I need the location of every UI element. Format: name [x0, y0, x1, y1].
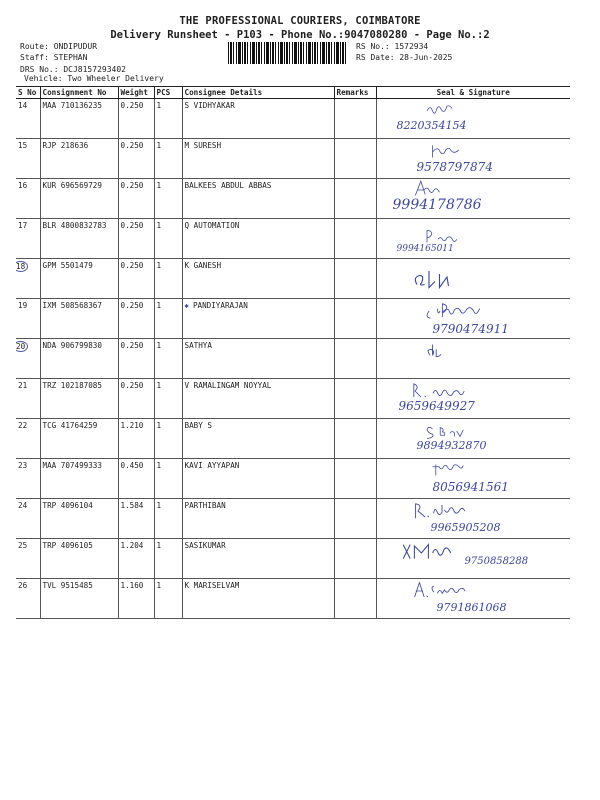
row-sno: 15: [16, 139, 40, 179]
row-consignee: [182, 299, 334, 339]
consignee-name: PANDIYARAJAN: [192, 301, 248, 310]
row-signature-cell: [376, 379, 570, 419]
row-pcs: 1: [154, 579, 182, 619]
row-pcs: 1: [154, 299, 182, 339]
col-seal-signature: Seal & Signature: [376, 87, 570, 99]
row-sno: 25: [16, 539, 40, 579]
company-title: THE PROFESSIONAL COURIERS, COIMBATORE: [179, 15, 421, 27]
runsheet-subtitle: Delivery Runsheet - P103 - Phone No.:9047080280 - Page No.:2: [110, 29, 490, 41]
handwritten-phone: 9659649927: [398, 399, 475, 413]
circled-number: 18: [16, 261, 28, 272]
row-consignee: PARTHIBAN: [182, 499, 334, 539]
handwritten-phone: 9791861068: [436, 601, 507, 614]
row-signature-cell: [376, 259, 570, 299]
row-sno: 21: [16, 379, 40, 419]
row-weight: 1.210: [118, 419, 154, 459]
table-row: [16, 99, 570, 139]
row-remarks: [334, 459, 376, 499]
row-pcs: 1: [154, 99, 182, 139]
row-consignee: KAVI AYYAPAN: [182, 459, 334, 499]
row-consignment: MAA 710136235: [40, 99, 118, 139]
row-remarks: [334, 539, 376, 579]
row-consignment: NDA 906799830: [40, 339, 118, 379]
row-remarks: [334, 259, 376, 299]
row-consignment: TCG 41764259: [40, 419, 118, 459]
vehicle-label: Vehicle: Two Wheeler Delivery: [24, 74, 164, 83]
row-consignee: S VIDHYAKAR: [182, 99, 334, 139]
row-consignment: TRP 4096105: [40, 539, 118, 579]
barcode-graphic: [228, 42, 346, 64]
row-sno: [16, 339, 40, 379]
table-row: [16, 419, 570, 459]
row-consignment: TVL 9515485: [40, 579, 118, 619]
handwritten-phone: 9790474911: [432, 322, 509, 336]
row-consignee: SATHYA: [182, 339, 334, 379]
row-signature-cell: [376, 419, 570, 459]
row-sno: [16, 259, 40, 299]
row-signature-cell: [376, 139, 570, 179]
row-remarks: [334, 179, 376, 219]
col-pcs: PCS: [154, 87, 182, 99]
row-pcs: 1: [154, 259, 182, 299]
row-remarks: [334, 219, 376, 259]
row-signature-cell: [376, 459, 570, 499]
row-pcs: 1: [154, 499, 182, 539]
star-mark-icon: ✱: [184, 302, 193, 310]
rs-date: RS Date: 28-Jun-2025: [356, 53, 453, 62]
row-consignee: SASIKUMAR: [182, 539, 334, 579]
row-signature-cell: [376, 339, 570, 379]
row-consignment: MAA 707499333: [40, 459, 118, 499]
row-consignment: TRP 4096104: [40, 499, 118, 539]
handwritten-signature: [381, 265, 561, 295]
handwritten-phone: 8056941561: [432, 480, 509, 494]
row-weight: 0.250: [118, 139, 154, 179]
row-pcs: 1: [154, 179, 182, 219]
handwritten-phone: 9894932870: [416, 439, 487, 452]
col-consignment: Consignment No: [40, 87, 118, 99]
row-pcs: 1: [154, 219, 182, 259]
route-label: Route: ONDIPUDUR: [20, 42, 98, 51]
row-consignment: TRZ 102187085: [40, 379, 118, 419]
row-consignee: K GANESH: [182, 259, 334, 299]
row-consignee: BABY S: [182, 419, 334, 459]
row-remarks: [334, 419, 376, 459]
row-signature-cell: [376, 499, 570, 539]
row-weight: 0.250: [118, 179, 154, 219]
row-signature-cell: [376, 219, 570, 259]
row-consignment: IXM 508568367: [40, 299, 118, 339]
row-pcs: 1: [154, 339, 182, 379]
row-weight: 0.250: [118, 99, 154, 139]
table-row: [16, 459, 570, 499]
row-consignee: M SURESH: [182, 139, 334, 179]
drs-number: DRS No.: DCJ8157293402: [20, 65, 126, 74]
row-signature-cell: [376, 579, 570, 619]
handwritten-phone: 9965905208: [430, 521, 501, 534]
col-weight: Weight: [118, 87, 154, 99]
row-weight: 0.250: [118, 339, 154, 379]
handwritten-phone: 9994165011: [396, 244, 454, 254]
handwritten-signature: [381, 459, 561, 481]
handwritten-signature: [381, 579, 561, 603]
table-row: [16, 299, 570, 339]
row-consignment: RJP 218636: [40, 139, 118, 179]
row-signature-cell: [376, 99, 570, 139]
row-remarks: [334, 579, 376, 619]
row-remarks: [334, 499, 376, 539]
row-sno: 26: [16, 579, 40, 619]
table-row: [16, 139, 570, 179]
row-remarks: [334, 99, 376, 139]
row-pcs: 1: [154, 139, 182, 179]
table-row: [16, 539, 570, 579]
row-sno: 22: [16, 419, 40, 459]
handwritten-phone: 9578797874: [416, 160, 493, 174]
row-consignee: K MARISELVAM: [182, 579, 334, 619]
row-consignee: BALKEES ABDUL ABBAS: [182, 179, 334, 219]
table-row: [16, 339, 570, 379]
row-weight: 0.250: [118, 259, 154, 299]
table-row: [16, 499, 570, 539]
handwritten-phone: 9994178786: [392, 197, 482, 213]
row-sno: 24: [16, 499, 40, 539]
row-pcs: 1: [154, 379, 182, 419]
row-sno: 23: [16, 459, 40, 499]
rs-number: RS No.: 1572934: [356, 42, 429, 51]
table-row: [16, 259, 570, 299]
row-signature-cell: [376, 539, 570, 579]
row-weight: 0.250: [118, 299, 154, 339]
row-signature-cell: [376, 299, 570, 339]
row-sno: 16: [16, 179, 40, 219]
table-row: [16, 179, 570, 219]
col-remarks: Remarks: [334, 87, 376, 99]
row-remarks: [334, 379, 376, 419]
row-pcs: 1: [154, 539, 182, 579]
col-sno: S No: [16, 87, 40, 99]
row-sno: 14: [16, 99, 40, 139]
row-pcs: 1: [154, 419, 182, 459]
row-remarks: [334, 299, 376, 339]
row-weight: 0.250: [118, 219, 154, 259]
row-consignment: GPM 5501479: [40, 259, 118, 299]
runsheet-table: [16, 86, 570, 619]
table-row: [16, 379, 570, 419]
row-remarks: [334, 139, 376, 179]
row-weight: 1.584: [118, 499, 154, 539]
col-consignee: Consignee Details: [182, 87, 334, 99]
row-sno: 19: [16, 299, 40, 339]
handwritten-phone: 9750858288: [464, 556, 529, 567]
circled-number: 20: [16, 341, 28, 352]
handwritten-phone: 8220354154: [396, 119, 467, 132]
row-consignment: KUR 696569729: [40, 179, 118, 219]
row-pcs: 1: [154, 459, 182, 499]
row-weight: 1.160: [118, 579, 154, 619]
row-weight: 1.204: [118, 539, 154, 579]
row-sno: 17: [16, 219, 40, 259]
row-remarks: [334, 339, 376, 379]
row-weight: 0.250: [118, 379, 154, 419]
table-row: [16, 579, 570, 619]
handwritten-signature: [381, 341, 561, 365]
staff-label: Staff: STEPHAN: [20, 53, 88, 62]
row-signature-cell: [376, 179, 570, 219]
table-header-row: [16, 87, 570, 99]
row-consignee: V RAMALINGAM NOYYAL: [182, 379, 334, 419]
row-weight: 0.450: [118, 459, 154, 499]
table-row: [16, 219, 570, 259]
row-consignment: BLR 4800832783: [40, 219, 118, 259]
row-consignee: Q AUTOMATION: [182, 219, 334, 259]
handwritten-signature: [381, 299, 571, 323]
handwritten-signature: [377, 499, 567, 523]
